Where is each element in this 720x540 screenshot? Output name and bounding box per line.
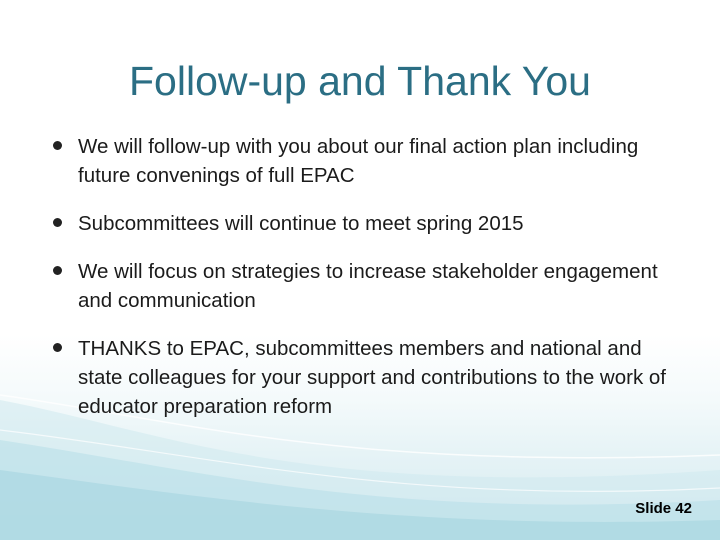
bullet-item bbox=[48, 257, 688, 315]
bullet-dot-icon bbox=[53, 141, 62, 150]
bullet-text: Subcommittees will continue to meet spring 2015 bbox=[78, 212, 524, 235]
slide-title: Follow-up and Thank You bbox=[129, 58, 591, 104]
bullet-item bbox=[48, 132, 688, 190]
bullet-item bbox=[48, 334, 688, 421]
bullet-item bbox=[48, 209, 688, 238]
bullet-list bbox=[48, 132, 688, 440]
bullet-dot-icon bbox=[53, 343, 62, 352]
bullet-text: We will focus on strategies to increase stakeholder engagement and communication bbox=[78, 260, 658, 312]
bullet-dot-icon bbox=[53, 266, 62, 275]
slide-number: Slide 42 bbox=[635, 500, 692, 517]
bullet-text: We will follow-up with you about our final action plan including future convenings of full EPAC bbox=[78, 135, 639, 187]
bullet-dot-icon bbox=[53, 218, 62, 227]
bullet-text: THANKS to EPAC, subcommittees members and national and state colleagues for your support and contributions to the work of educator preparation reform bbox=[78, 337, 667, 418]
